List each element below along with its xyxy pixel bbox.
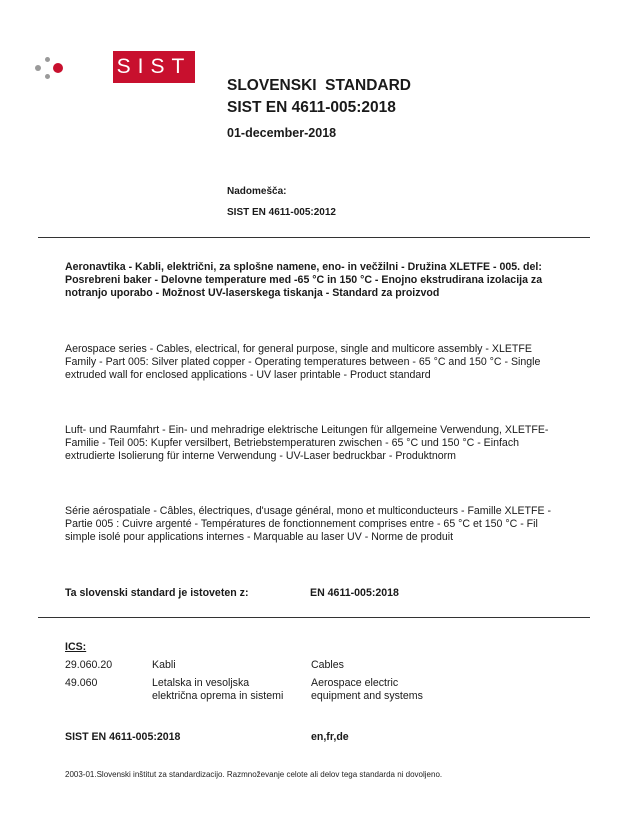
ics-description-sl-line: električna oprema in sistemi	[152, 690, 284, 702]
ics-description-sl	[152, 677, 283, 703]
identical-value: EN 4611-005:2018	[310, 587, 399, 599]
ics-description-en-line: Aerospace electric	[311, 677, 399, 689]
ics-description-sl-line: Letalska in vesoljska	[152, 677, 250, 689]
replaces-value: SIST EN 4611-005:2012	[227, 207, 336, 218]
replaces-label: Nadomešča:	[227, 186, 287, 197]
copyright-notice: 2003-01.Slovenski inštitut za standardizacijo. Razmnoževanje celote ali delov tega standarda ni dovoljeno.	[65, 770, 443, 779]
logo-dots-icon	[35, 47, 67, 87]
footer-languages: en,fr,de	[311, 731, 349, 743]
ics-heading: ICS:	[65, 641, 87, 653]
standard-title	[227, 75, 411, 119]
ics-code: 49.060	[65, 677, 98, 689]
sist-logo	[35, 47, 192, 87]
divider-bottom	[38, 617, 590, 618]
identical-label: Ta slovenski standard je istoveten z:	[65, 587, 249, 599]
title-german: Luft- und Raumfahrt - Ein- und mehradrige elektrische Leitungen für allgemeine Verwendung, XLETFE-Familie - Teil 005: Kupfer versilbert, Betriebstemperaturen zwischen - 65 °C und 150 °C - Einfach extrudierte Isolierung für interne Verwendung - UV-Laser bedruckbar - Produktnorm	[65, 424, 549, 463]
title-french: Série aérospatiale - Câbles, électriques, d'usage général, mono et multiconducteurs - Famille XLETFE - Partie 005 : Cuivre argenté - Températures de fonctionnement comprises entre - 65 °C et 150 °C - Fil simple isolé pour applications internes - Marquable au laser UV - Norme de produit	[65, 505, 552, 544]
title-slovenian: Aeronavtika - Kabli, električni, za splošne namene, eno- in večžilni - Družina XLETFE - 005. del: Posrebreni baker - Delovne temperature med -65 °C in 150 °C - Enojno ekstrudirana izolacija za notranjo uporabo - Možnost UV-laserskega tiskanja - Standard za proizvod	[65, 261, 543, 300]
title-line-1: SLOVENSKI STANDARD	[227, 77, 412, 94]
ics-description-en	[311, 677, 423, 703]
logo-wordmark: SIST	[113, 51, 195, 83]
title-line-2: SIST EN 4611-005:2018	[227, 99, 396, 116]
ics-description-en-line: equipment and systems	[311, 690, 423, 702]
ics-code: 29.060.20	[65, 659, 113, 671]
ics-description-sl: Kabli	[152, 659, 176, 671]
ics-description-en: Cables	[311, 659, 344, 671]
footer-standard-code: SIST EN 4611-005:2018	[65, 731, 181, 743]
divider-top	[38, 237, 590, 238]
publication-date: 01-december-2018	[227, 126, 337, 140]
title-english: Aerospace series - Cables, electrical, for general purpose, single and multicore assembly - XLETFE Family - Part 005: Silver plated copper - Operating temperatures between - 65 °C and 150 °C - Single extruded wall for enclosed applications - UV laser printable - Product standard	[65, 343, 541, 382]
